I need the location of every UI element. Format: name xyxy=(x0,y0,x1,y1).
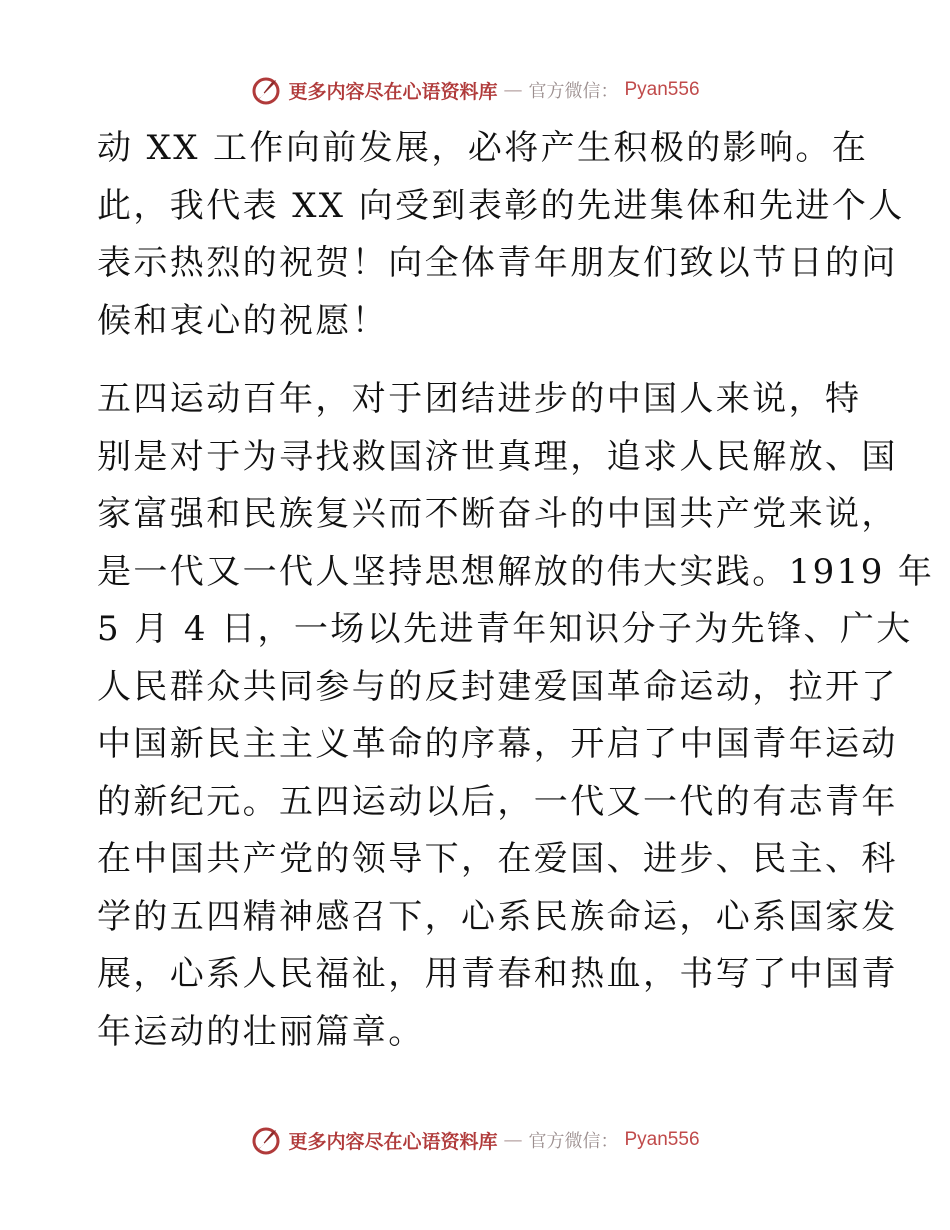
text-line: 人民群众共同参与的反封建爱国革命运动，拉开了 xyxy=(97,666,898,707)
footer-banner-text: 更多内容尽在心语资料库 xyxy=(288,1130,498,1153)
text-line: 的新纪元。五四运动以后，一代又一代的有志青年 xyxy=(97,781,898,822)
header-banner-content xyxy=(250,74,699,106)
text-line: 是一代又一代人坚持思想解放的伟大实践。1919 年 xyxy=(97,551,935,592)
footer-banner-content xyxy=(250,1124,699,1156)
header-wechat-label: 官方微信： xyxy=(528,81,619,102)
footer-banner-separator: — xyxy=(503,1129,523,1151)
document-body xyxy=(97,120,935,1061)
text-line: 候和衷心的祝愿！ xyxy=(97,300,389,341)
text-line: 中国新民主主义革命的序幕，开启了中国青年运动 xyxy=(97,724,898,764)
header-banner-text: 更多内容尽在心语资料库 xyxy=(288,80,498,103)
text-line: 表示热烈的祝贺！向全体青年朋友们致以节日的问 xyxy=(97,243,898,283)
header-wechat-id: Pyan556 xyxy=(624,79,700,100)
text-line: 展，心系人民福祉，用青春和热血，书写了中国青 xyxy=(97,954,898,994)
quill-pen-logo-icon xyxy=(250,74,282,106)
text-line: 5 月 4 日，一场以先进青年知识分子为先锋、广大 xyxy=(97,609,913,649)
text-line: 在中国共产党的领导下，在爱国、进步、民主、科 xyxy=(97,839,898,879)
footer-banner xyxy=(0,1120,950,1160)
text-line: 家富强和民族复兴而不断奋斗的中国共产党来说， xyxy=(97,494,898,534)
paragraph-2 xyxy=(97,371,935,1061)
header-banner-separator: — xyxy=(503,79,523,101)
header-banner xyxy=(0,70,950,110)
footer-wechat-label: 官方微信： xyxy=(528,1131,619,1152)
footer-wechat-id: Pyan556 xyxy=(624,1129,700,1150)
text-line: 动 XX 工作向前发展，必将产生积极的影响。在 xyxy=(97,128,869,168)
text-line: 年运动的壮丽篇章。 xyxy=(97,1011,425,1052)
text-line: 此，我代表 XX 向受到表彰的先进集体和先进个人 xyxy=(97,185,905,226)
quill-pen-logo-icon xyxy=(250,1124,282,1156)
text-line: 五四运动百年，对于团结进步的中国人来说，特 xyxy=(97,379,862,419)
text-line: 别是对于为寻找救国济世真理，追求人民解放、国 xyxy=(97,436,898,477)
paragraph-1 xyxy=(97,120,905,350)
text-line: 学的五四精神感召下，心系民族命运，心系国家发 xyxy=(97,896,898,937)
